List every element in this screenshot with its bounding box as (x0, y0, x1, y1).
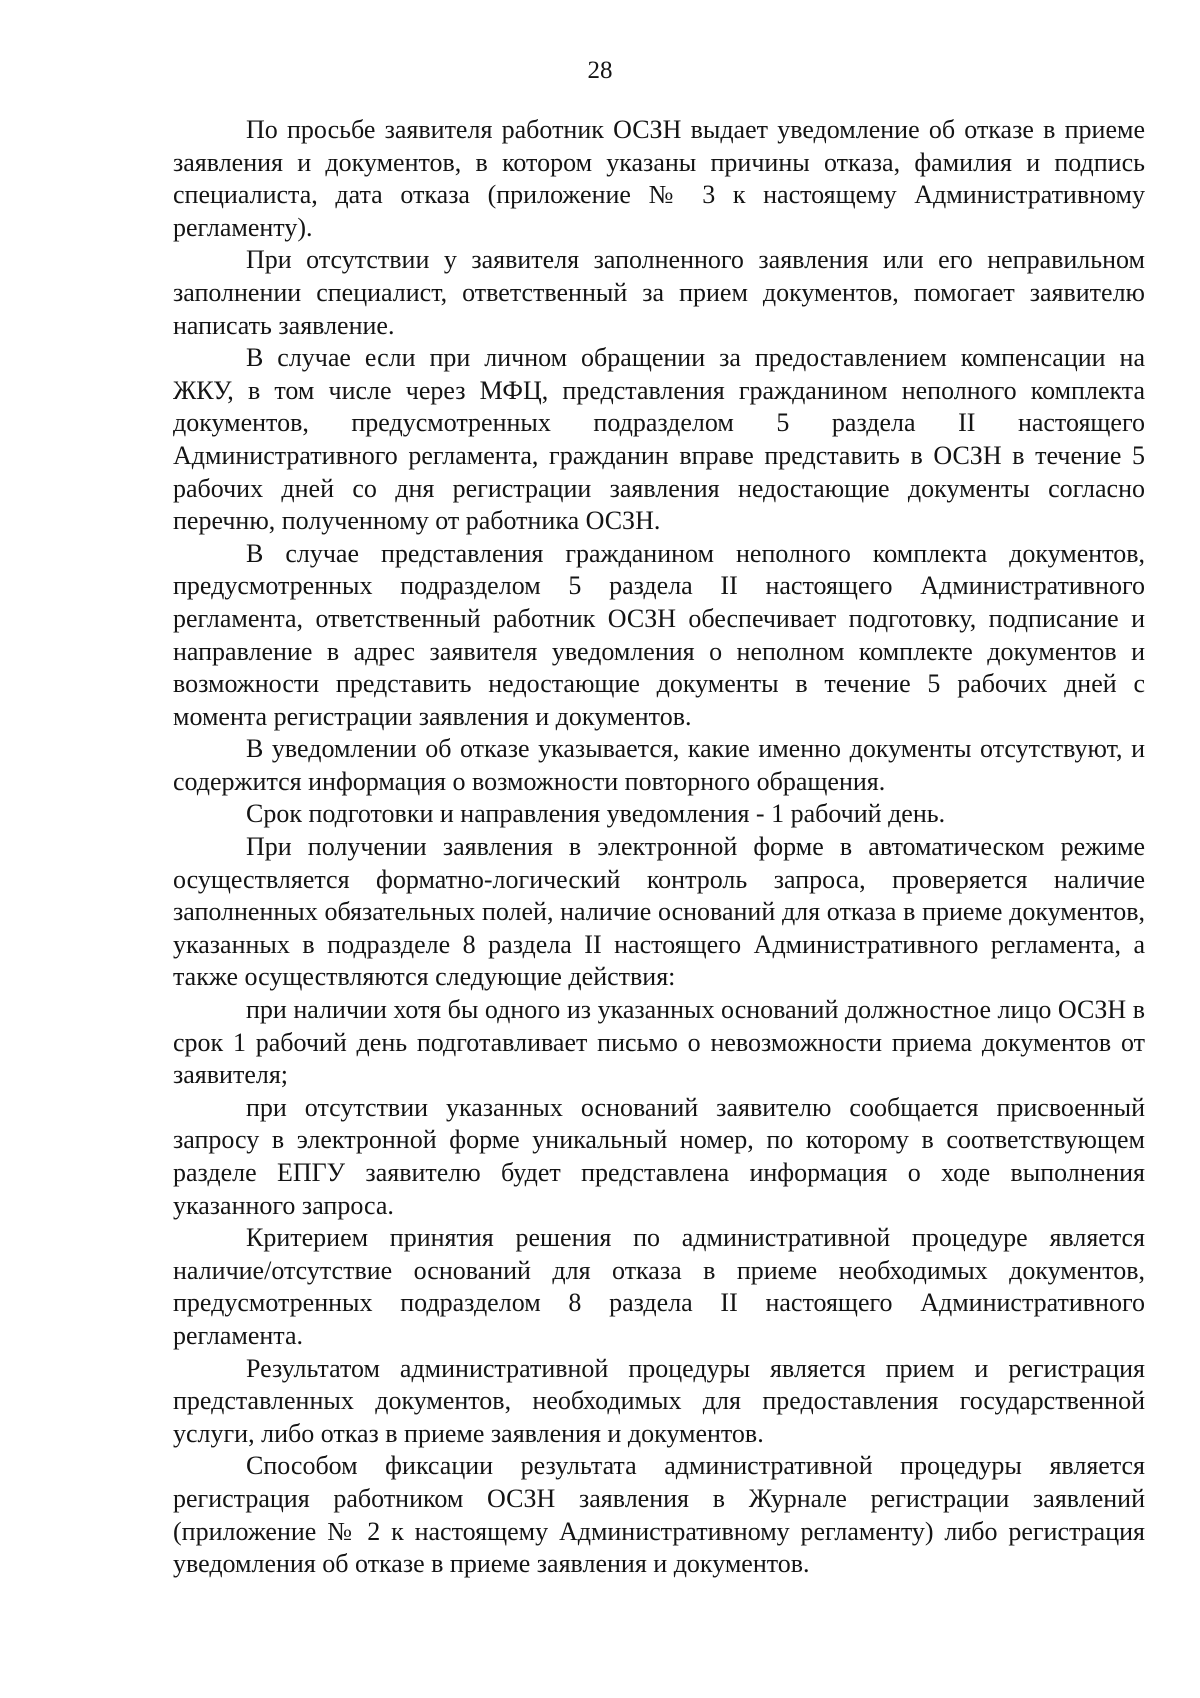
document-body (173, 114, 1145, 1581)
paragraph-procedure-result: Результатом административной процедуры является прием и регистрация представленных документов, необходимых для предоставления государственной услуги, либо отказ в приеме заявления и документов. (173, 1353, 1145, 1448)
paragraph-decision-criterion: Критерием принятия решения по административной процедуре является наличие/отсутствие оснований для отказа в приеме необходимых документов, предусмотренных подразделом 8 раздела II настоящего Административного регламента. (173, 1223, 1145, 1350)
paragraph-application-help: При отсутствии у заявителя заполненного заявления или его неправильном заполнении специалист, ответственный за прием документов, помогает заявителю написать заявление. (173, 245, 1145, 340)
paragraph-refusal-notice: По просьбе заявителя работник ОСЗН выдает уведомление об отказе в приеме заявления и документов, в котором указаны причины отказа, фамилия и подпись специалиста, дата отказа (приложение № 3 к настоящему Административному регламенту). (173, 115, 1145, 242)
paragraph-incomplete-personal: В случае если при личном обращении за предоставлением компенсации на ЖКУ, в том числе через МФЦ, представления гражданином неполного комплекта документов, предусмотренных подразделом 5 раздела II настоящего Административного регламента, гражданин вправе представить в ОСЗН в течение 5 рабочих дней со дня регистрации заявления недостающие документы согласно перечню, полученному от работника ОСЗН. (173, 343, 1145, 536)
paragraph-incomplete-notification: В случае представления гражданином неполного комплекта документов, предусмотренных подразделом 5 раздела II настоящего Административного регламента, ответственный работник ОСЗН обеспечивает подготовку, подписание и направление в адрес заявителя уведомления о неполном комплекте документов и возможности представить недостающие документы в течение 5 рабочих дней с момента регистрации заявления и документов. (173, 538, 1145, 731)
paragraph-grounds-absent: при отсутствии указанных оснований заявителю сообщается присвоенный запросу в электронной форме уникальный номер, по которому в соответствующем разделе ЕПГУ заявителю будет представлена информация о ходе выполнения указанного запроса. (173, 1092, 1145, 1220)
paragraph-result-fixation: Способом фиксации результата административной процедуры является регистрация работником ОСЗН заявления в Журнале регистрации заявлений (приложение № 2 к настоящему Административному регламенту) либо регистрация уведомления об отказе в приеме заявления и документов. (173, 1451, 1145, 1579)
paragraph-notification-term: Срок подготовки и направления уведомления - 1 рабочий день. (246, 799, 946, 829)
paragraph-refusal-content: В уведомлении об отказе указывается, какие именно документы отсутствуют, и содержится информация о возможности повторного обращения. (173, 734, 1145, 796)
page-number: 28 (587, 57, 613, 84)
paragraph-grounds-present: при наличии хотя бы одного из указанных оснований должностное лицо ОСЗН в срок 1 рабочий день подготавливает письмо о невозможности приема документов от заявителя; (173, 995, 1145, 1090)
paragraph-electronic-control: При получении заявления в электронной форме в автоматическом режиме осуществляется форматно-логический контроль запроса, проверяется наличие заполненных обязательных полей, наличие оснований для отказа в приеме документов, указанных в подразделе 8 раздела II настоящего Административного регламента, а также осуществляются следующие действия: (173, 832, 1145, 992)
